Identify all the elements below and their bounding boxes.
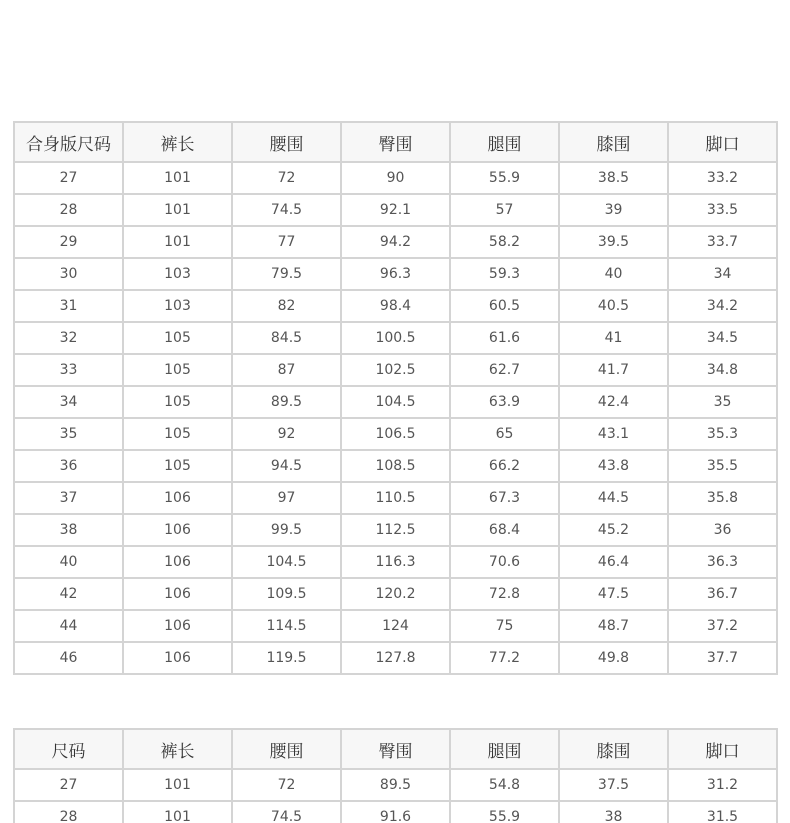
cell-hip: 96.3	[341, 258, 450, 290]
cell-thigh: 65	[450, 418, 559, 450]
cell-thigh: 70.6	[450, 546, 559, 578]
cell-waist: 97	[232, 482, 341, 514]
cell-size: 35	[14, 418, 123, 450]
cell-hem: 34.5	[668, 322, 777, 354]
cell-length: 106	[123, 514, 232, 546]
cell-hem: 35	[668, 386, 777, 418]
cell-waist: 79.5	[232, 258, 341, 290]
size-table-fit	[13, 121, 778, 675]
cell-knee: 48.7	[559, 610, 668, 642]
cell-thigh: 55.9	[450, 801, 559, 823]
cell-hip: 112.5	[341, 514, 450, 546]
cell-hem: 35.5	[668, 450, 777, 482]
cell-waist: 74.5	[232, 194, 341, 226]
cell-hip: 110.5	[341, 482, 450, 514]
cell-knee: 43.1	[559, 418, 668, 450]
cell-size: 37	[14, 482, 123, 514]
cell-knee: 39	[559, 194, 668, 226]
table-row	[14, 386, 777, 418]
cell-size: 29	[14, 226, 123, 258]
cell-hem: 31.2	[668, 769, 777, 801]
cell-thigh: 66.2	[450, 450, 559, 482]
cell-hip: 124	[341, 610, 450, 642]
table-row	[14, 801, 777, 823]
cell-length: 103	[123, 290, 232, 322]
table-row	[14, 578, 777, 610]
table-row	[14, 226, 777, 258]
cell-length: 106	[123, 578, 232, 610]
cell-knee: 38	[559, 801, 668, 823]
cell-hip: 94.2	[341, 226, 450, 258]
cell-knee: 37.5	[559, 769, 668, 801]
table-row	[14, 258, 777, 290]
cell-hip: 127.8	[341, 642, 450, 674]
cell-hip: 102.5	[341, 354, 450, 386]
cell-size: 46	[14, 642, 123, 674]
cell-hem: 34	[668, 258, 777, 290]
cell-thigh: 57	[450, 194, 559, 226]
cell-knee: 45.2	[559, 514, 668, 546]
header-length: 裤长	[123, 729, 232, 769]
cell-size: 34	[14, 386, 123, 418]
cell-waist: 114.5	[232, 610, 341, 642]
cell-hip: 98.4	[341, 290, 450, 322]
cell-length: 101	[123, 194, 232, 226]
cell-knee: 46.4	[559, 546, 668, 578]
header-size: 尺码	[14, 729, 123, 769]
cell-size: 31	[14, 290, 123, 322]
cell-waist: 119.5	[232, 642, 341, 674]
cell-length: 106	[123, 482, 232, 514]
cell-thigh: 68.4	[450, 514, 559, 546]
cell-hip: 116.3	[341, 546, 450, 578]
cell-size: 27	[14, 162, 123, 194]
table-row	[14, 546, 777, 578]
cell-hem: 34.2	[668, 290, 777, 322]
cell-thigh: 77.2	[450, 642, 559, 674]
table-row	[14, 354, 777, 386]
cell-length: 101	[123, 162, 232, 194]
cell-hip: 120.2	[341, 578, 450, 610]
cell-waist: 82	[232, 290, 341, 322]
cell-size: 33	[14, 354, 123, 386]
cell-hem: 36.7	[668, 578, 777, 610]
cell-knee: 40	[559, 258, 668, 290]
header-length: 裤长	[123, 122, 232, 162]
cell-hem: 37.2	[668, 610, 777, 642]
cell-waist: 72	[232, 162, 341, 194]
cell-knee: 41	[559, 322, 668, 354]
cell-knee: 42.4	[559, 386, 668, 418]
cell-hip: 89.5	[341, 769, 450, 801]
cell-size: 36	[14, 450, 123, 482]
cell-length: 105	[123, 354, 232, 386]
table-row	[14, 322, 777, 354]
cell-waist: 104.5	[232, 546, 341, 578]
cell-size: 44	[14, 610, 123, 642]
header-hip: 臀围	[341, 122, 450, 162]
table-row	[14, 769, 777, 801]
cell-waist: 92	[232, 418, 341, 450]
cell-waist: 72	[232, 769, 341, 801]
header-knee: 膝围	[559, 122, 668, 162]
cell-knee: 38.5	[559, 162, 668, 194]
table-header-row	[14, 729, 777, 769]
cell-hip: 108.5	[341, 450, 450, 482]
header-hip: 臀围	[341, 729, 450, 769]
cell-thigh: 60.5	[450, 290, 559, 322]
cell-thigh: 59.3	[450, 258, 559, 290]
size-table-standard	[13, 728, 778, 823]
cell-thigh: 55.9	[450, 162, 559, 194]
header-thigh: 腿围	[450, 729, 559, 769]
cell-hip: 90	[341, 162, 450, 194]
cell-thigh: 61.6	[450, 322, 559, 354]
cell-hip: 100.5	[341, 322, 450, 354]
cell-length: 101	[123, 226, 232, 258]
cell-size: 28	[14, 194, 123, 226]
header-waist: 腰围	[232, 729, 341, 769]
cell-length: 101	[123, 769, 232, 801]
cell-hem: 35.8	[668, 482, 777, 514]
table-row	[14, 162, 777, 194]
table-row	[14, 482, 777, 514]
cell-hip: 91.6	[341, 801, 450, 823]
cell-hip: 106.5	[341, 418, 450, 450]
cell-knee: 39.5	[559, 226, 668, 258]
cell-length: 105	[123, 418, 232, 450]
cell-length: 101	[123, 801, 232, 823]
cell-size: 42	[14, 578, 123, 610]
cell-length: 106	[123, 546, 232, 578]
cell-thigh: 54.8	[450, 769, 559, 801]
cell-length: 105	[123, 386, 232, 418]
cell-waist: 77	[232, 226, 341, 258]
table-row	[14, 418, 777, 450]
table-row	[14, 514, 777, 546]
cell-thigh: 62.7	[450, 354, 559, 386]
cell-hem: 33.2	[668, 162, 777, 194]
cell-waist: 89.5	[232, 386, 341, 418]
cell-knee: 41.7	[559, 354, 668, 386]
table-header-row	[14, 122, 777, 162]
header-hem: 脚口	[668, 122, 777, 162]
cell-thigh: 67.3	[450, 482, 559, 514]
cell-length: 105	[123, 322, 232, 354]
cell-size: 38	[14, 514, 123, 546]
cell-waist: 109.5	[232, 578, 341, 610]
header-knee: 膝围	[559, 729, 668, 769]
cell-hem: 37.7	[668, 642, 777, 674]
cell-waist: 84.5	[232, 322, 341, 354]
cell-thigh: 63.9	[450, 386, 559, 418]
cell-size: 30	[14, 258, 123, 290]
cell-hem: 34.8	[668, 354, 777, 386]
cell-hem: 33.7	[668, 226, 777, 258]
cell-size: 27	[14, 769, 123, 801]
header-thigh: 腿围	[450, 122, 559, 162]
table-row	[14, 290, 777, 322]
cell-thigh: 75	[450, 610, 559, 642]
cell-size: 40	[14, 546, 123, 578]
header-waist: 腰围	[232, 122, 341, 162]
cell-waist: 99.5	[232, 514, 341, 546]
cell-knee: 40.5	[559, 290, 668, 322]
cell-thigh: 58.2	[450, 226, 559, 258]
cell-knee: 47.5	[559, 578, 668, 610]
cell-size: 32	[14, 322, 123, 354]
cell-hip: 92.1	[341, 194, 450, 226]
cell-length: 106	[123, 610, 232, 642]
cell-waist: 87	[232, 354, 341, 386]
cell-size: 28	[14, 801, 123, 823]
table-row	[14, 610, 777, 642]
cell-length: 103	[123, 258, 232, 290]
header-hem: 脚口	[668, 729, 777, 769]
cell-hem: 33.5	[668, 194, 777, 226]
cell-hem: 31.5	[668, 801, 777, 823]
table-row	[14, 194, 777, 226]
cell-hip: 104.5	[341, 386, 450, 418]
cell-knee: 49.8	[559, 642, 668, 674]
cell-hem: 35.3	[668, 418, 777, 450]
header-size: 合身版尺码	[14, 122, 123, 162]
cell-hem: 36.3	[668, 546, 777, 578]
cell-hem: 36	[668, 514, 777, 546]
cell-waist: 94.5	[232, 450, 341, 482]
cell-knee: 44.5	[559, 482, 668, 514]
cell-waist: 74.5	[232, 801, 341, 823]
table-row	[14, 642, 777, 674]
table-row	[14, 450, 777, 482]
cell-knee: 43.8	[559, 450, 668, 482]
cell-length: 105	[123, 450, 232, 482]
cell-thigh: 72.8	[450, 578, 559, 610]
cell-length: 106	[123, 642, 232, 674]
